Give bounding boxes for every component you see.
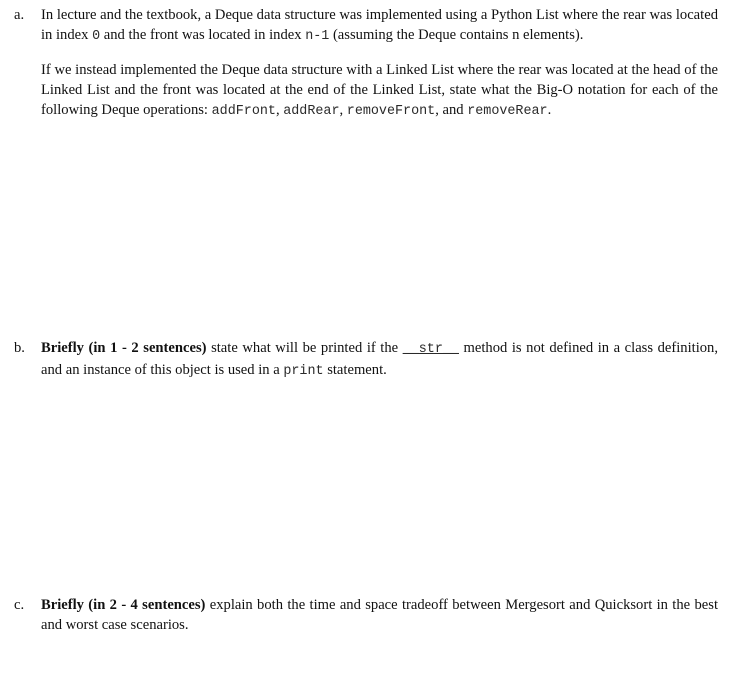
text: and the front was located in index	[100, 27, 306, 43]
question-marker: b.	[14, 340, 25, 356]
question-marker: a.	[14, 7, 25, 23]
text: state what will be printed if the	[206, 340, 403, 356]
code-text: n-1	[305, 29, 330, 44]
question-body	[41, 5, 718, 122]
text: , and	[435, 102, 468, 118]
text: explain both the time and space tradeoff between Mergesort and Quicksort in the best and worst case scenarios.	[41, 597, 718, 633]
code-text: print	[283, 364, 324, 379]
code-text: addFront	[211, 104, 276, 119]
code-text: removeRear	[467, 104, 548, 119]
question-marker: c.	[14, 597, 25, 613]
code-text: 0	[92, 29, 101, 44]
question-body	[41, 595, 718, 635]
question-paragraph	[41, 595, 718, 635]
bold-instruction: Briefly (in 2 - 4 sentences)	[41, 597, 206, 613]
text: If we instead implemented the Deque data structure with a Linked List where the rear was located at the head of the Linked List and the front was located at the end of the Linked List, state what the Big-O notation for each of the following Deque operations:	[41, 62, 718, 118]
text: statement.	[323, 362, 387, 378]
text: method is not defined in a class definition, and an instance of this object is used in a	[41, 340, 718, 378]
question-paragraph	[41, 60, 718, 122]
text: .	[547, 102, 552, 118]
text: ,	[275, 102, 284, 118]
question-paragraph	[41, 338, 718, 382]
code-text: addRear	[283, 104, 340, 119]
question-body	[41, 338, 718, 382]
question-paragraph	[41, 5, 718, 47]
text: (assuming the Deque contains n elements).	[329, 27, 584, 43]
bold-instruction: Briefly (in 1 - 2 sentences)	[41, 340, 207, 356]
text: ,	[339, 102, 347, 118]
code-text: removeFront	[346, 104, 436, 119]
code-text: __str__	[402, 342, 459, 357]
text: In lecture and the textbook, a Deque data structure was implemented using a Python List where the rear was located in index	[41, 7, 718, 43]
